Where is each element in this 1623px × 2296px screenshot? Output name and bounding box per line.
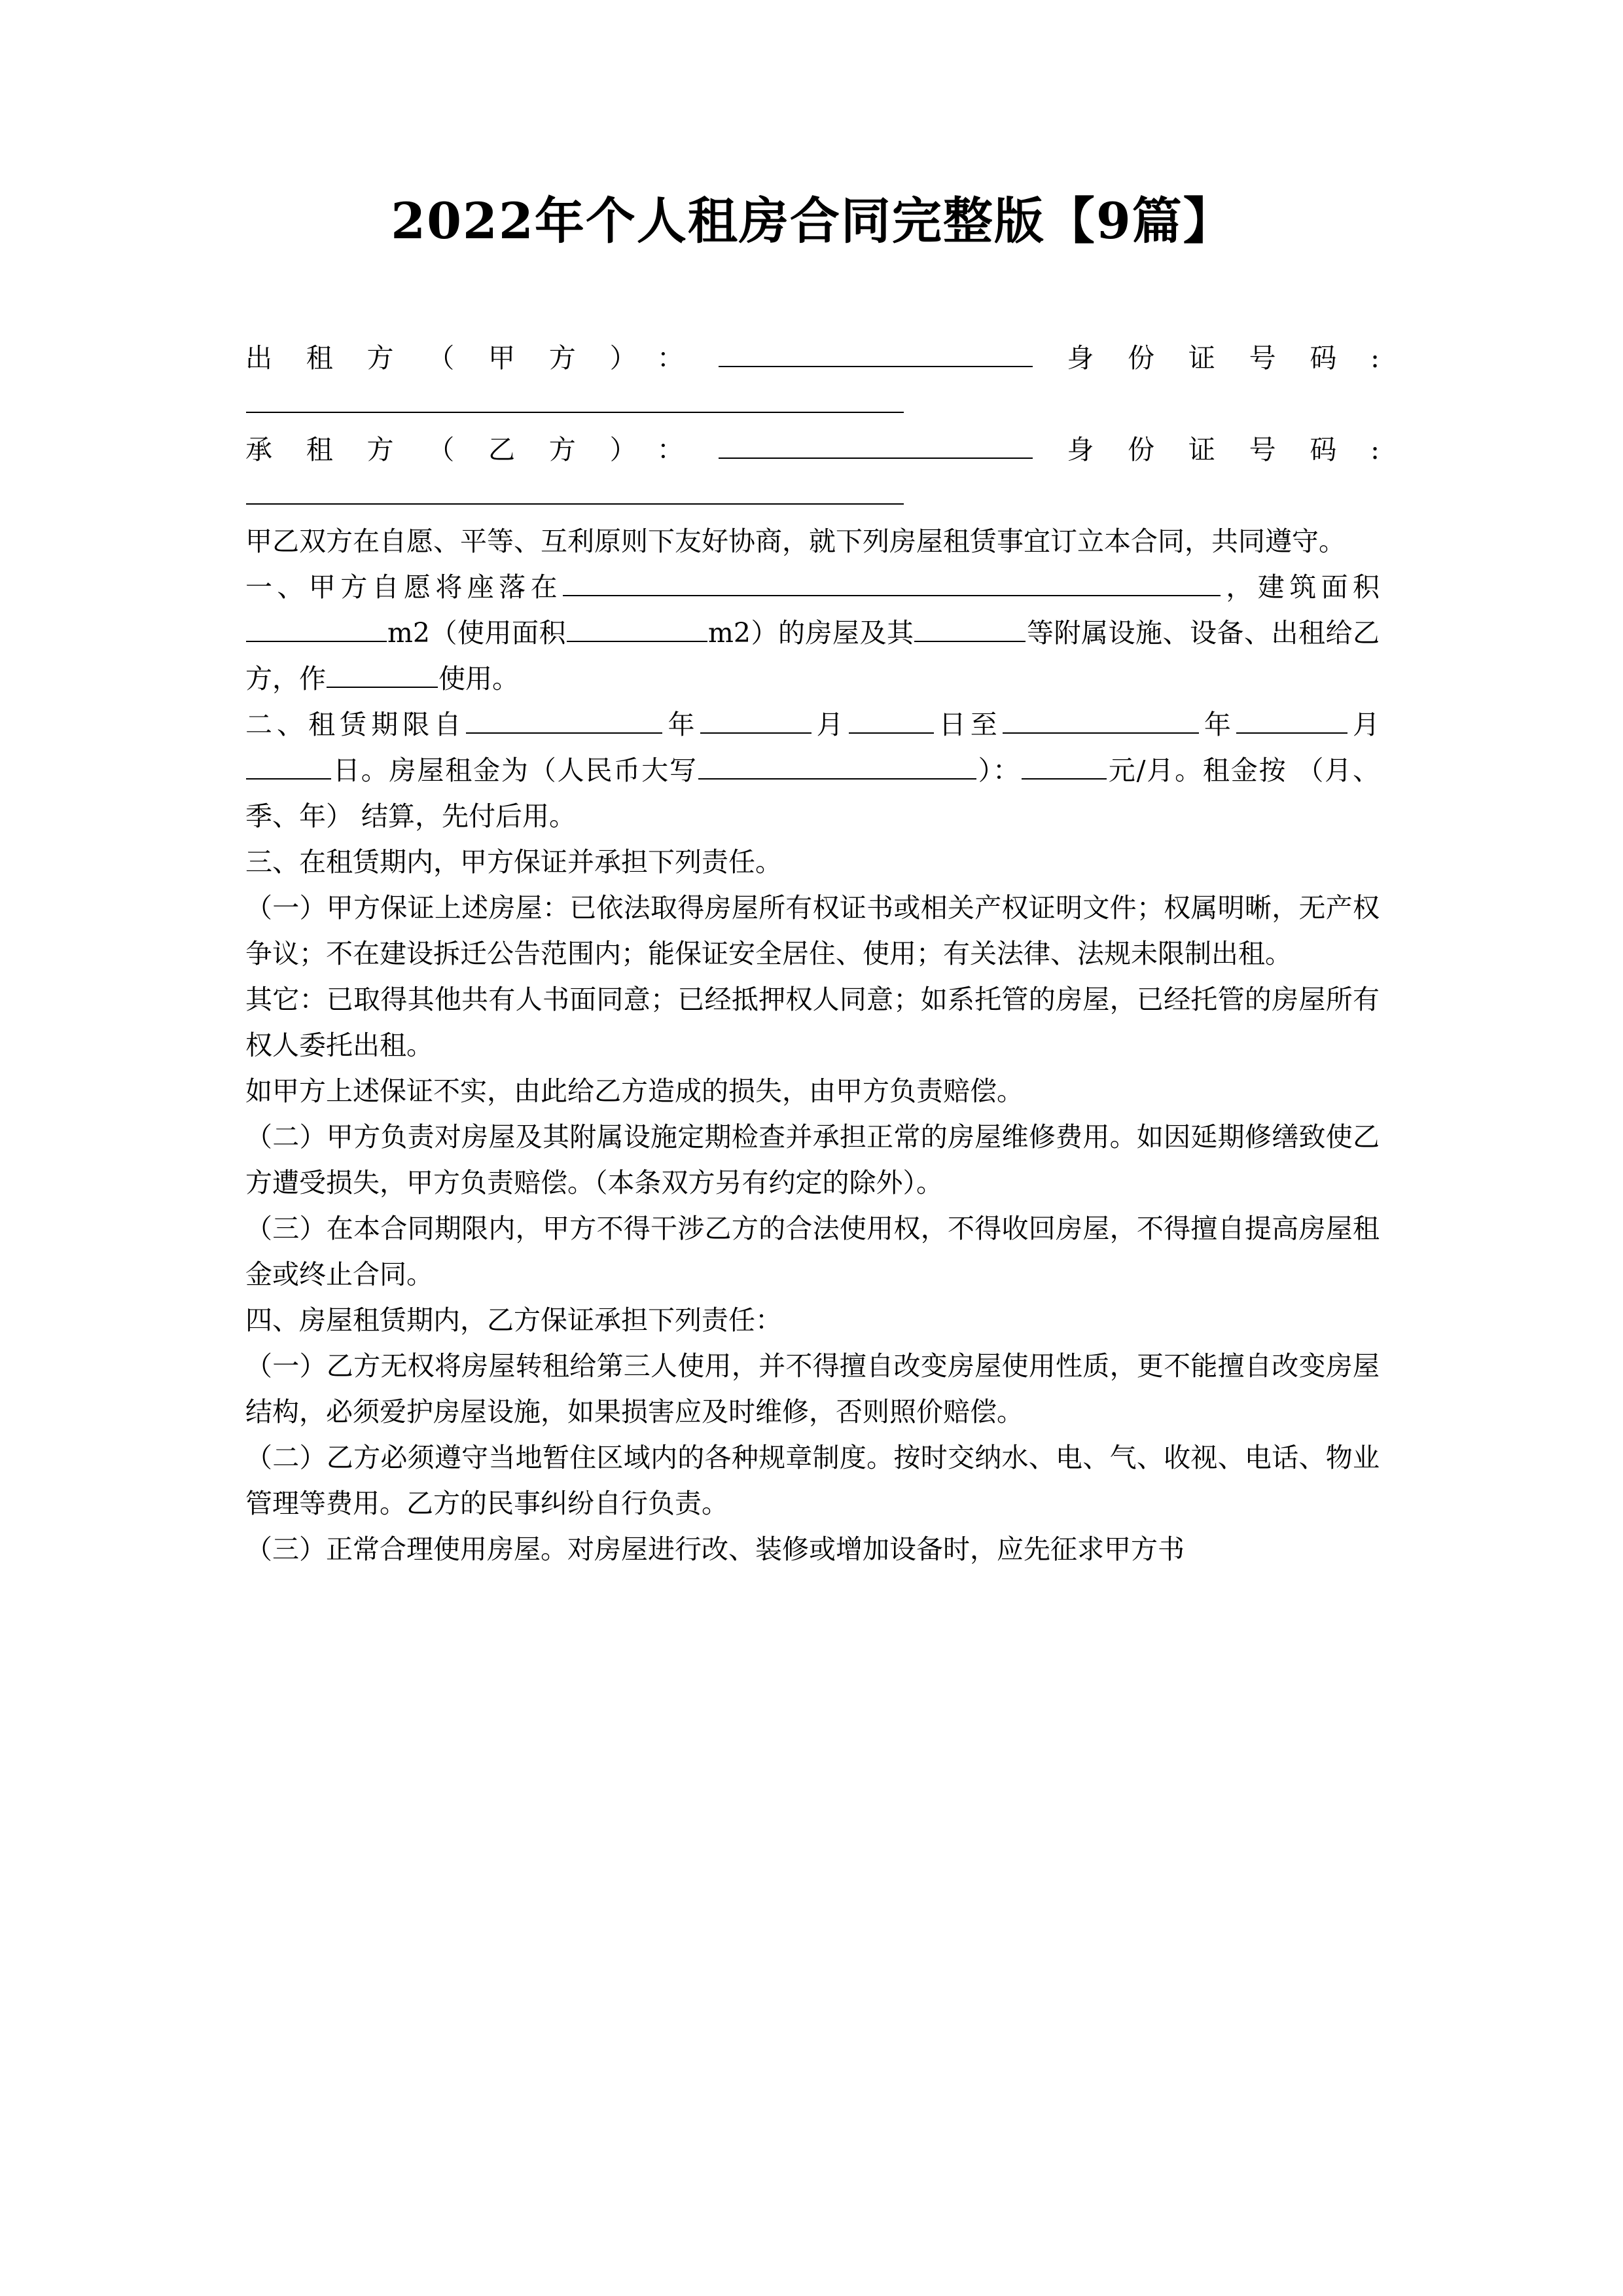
clause-3-warranty-paragraph: 如甲方上述保证不实，由此给乙方造成的损失，由甲方负责赔偿。	[245, 1075, 1024, 1107]
usage-purpose-blank[interactable]	[327, 661, 438, 688]
clause-2-seg-6: 日。房屋租金为（人民币大写	[332, 755, 698, 786]
lessor-line	[245, 335, 1380, 427]
clause-1-seg-3: m2）的房屋及其	[707, 617, 914, 649]
clause-3-1-paragraph: （一）甲方保证上述房屋：已依法取得房屋所有权证书或相关产权证明文件；权属明晰，无产权争议；不在建设拆迁公告范围内；能保证安全居住、使用；有关法律、法规未限制出租。	[245, 892, 1380, 969]
lessee-line	[245, 427, 1380, 518]
clause-1-seg-4: 等附属设施、设备、出租给乙方，作	[245, 617, 1380, 694]
clause-1-paragraph	[245, 564, 1380, 702]
clause-2-seg-4: 年	[1199, 709, 1236, 740]
document-content	[245, 0, 1380, 1572]
property-address-blank[interactable]	[563, 569, 1221, 596]
ancillary-facilities-blank[interactable]	[914, 615, 1026, 642]
clause-1-seg-2: m2（使用面积	[387, 617, 566, 649]
clause-4-2-paragraph: （二）乙方必须遵守当地暂住区域内的各种规章制度。按时交纳水、电、气、收视、电话、物业管理等费用。乙方的民事纠纷自行负责。	[245, 1442, 1380, 1519]
lessor-id-blank[interactable]	[246, 386, 904, 413]
clause-3-2-paragraph: （二）甲方负责对房屋及其附属设施定期检查并承担正常的房屋维修费用。如因延期修缮致使乙方遭受损失，甲方负责赔偿。（本条双方另有约定的除外）。	[245, 1121, 1380, 1198]
lessee-id-label: 身份证号码:	[1033, 434, 1380, 465]
lessor-name-blank[interactable]	[719, 340, 1033, 367]
end-month-blank[interactable]	[1236, 707, 1347, 734]
clause-2-seg-2: 月	[812, 709, 848, 740]
clause-3-3-paragraph: （三）在本合同期限内，甲方不得干涉乙方的合法使用权，不得收回房屋，不得擅自提高房屋租金或终止合同。	[245, 1213, 1380, 1290]
clause-3-paragraph: 三、在租赁期内，甲方保证并承担下列责任。	[245, 846, 782, 878]
preamble-paragraph: 甲乙双方在自愿、平等、互利原则下友好协商，就下列房屋租赁事宜订立本合同，共同遵守。	[245, 526, 1346, 557]
clause-2-seg-7: ）：	[976, 755, 1021, 786]
lessor-id-label: 身份证号码:	[1033, 342, 1380, 374]
lessee-name-blank[interactable]	[719, 432, 1033, 459]
clause-2-seg-1: 年	[663, 709, 700, 740]
clause-4-3-paragraph: （三）正常合理使用房屋。对房屋进行改、装修或增加设备时，应先征求甲方书	[245, 1534, 1185, 1565]
end-day-blank[interactable]	[246, 753, 331, 780]
clause-2-seg-0: 二、租赁期限自	[245, 709, 466, 740]
usable-area-blank[interactable]	[567, 615, 707, 642]
building-area-blank[interactable]	[246, 615, 387, 642]
start-day-blank[interactable]	[849, 707, 934, 734]
clause-4-paragraph: 四、房屋租赁期内，乙方保证承担下列责任：	[245, 1304, 782, 1336]
lessor-label: 出租方（甲方）：	[245, 342, 718, 374]
clause-2-seg-8: 元/月。租金按 （月、季、年） 结算，先付后用。	[245, 755, 1380, 832]
clause-1-seg-1: ，建筑面积	[1221, 571, 1380, 603]
start-year-blank[interactable]	[466, 707, 662, 734]
clause-2-paragraph	[245, 702, 1380, 839]
clause-3-other-paragraph: 其它：已取得其他共有人书面同意；已经抵押权人同意；如系托管的房屋，已经托管的房屋所有权人委托出租。	[245, 984, 1380, 1061]
lessee-label: 承租方（乙方）：	[245, 434, 718, 465]
clause-4-1-paragraph: （一）乙方无权将房屋转租给第三人使用，并不得擅自改变房屋使用性质，更不能擅自改变房屋结构，必须爱护房屋设施，如果损害应及时维修，否则照价赔偿。	[245, 1350, 1380, 1427]
page-title: 2022年个人租房合同完整版【9篇】	[391, 192, 1234, 250]
document-body	[245, 335, 1380, 1572]
end-year-blank[interactable]	[1003, 707, 1199, 734]
clause-1-seg-0: 一、甲方自愿将座落在	[245, 571, 562, 603]
start-month-blank[interactable]	[700, 707, 812, 734]
rent-amount-blank[interactable]	[1022, 753, 1107, 780]
clause-1-seg-5: 使用。	[438, 663, 519, 694]
clause-2-seg-5: 月	[1347, 709, 1380, 740]
lessee-id-blank[interactable]	[246, 478, 904, 505]
rent-in-words-blank[interactable]	[698, 753, 976, 780]
clause-2-seg-3: 日至	[934, 709, 1002, 740]
